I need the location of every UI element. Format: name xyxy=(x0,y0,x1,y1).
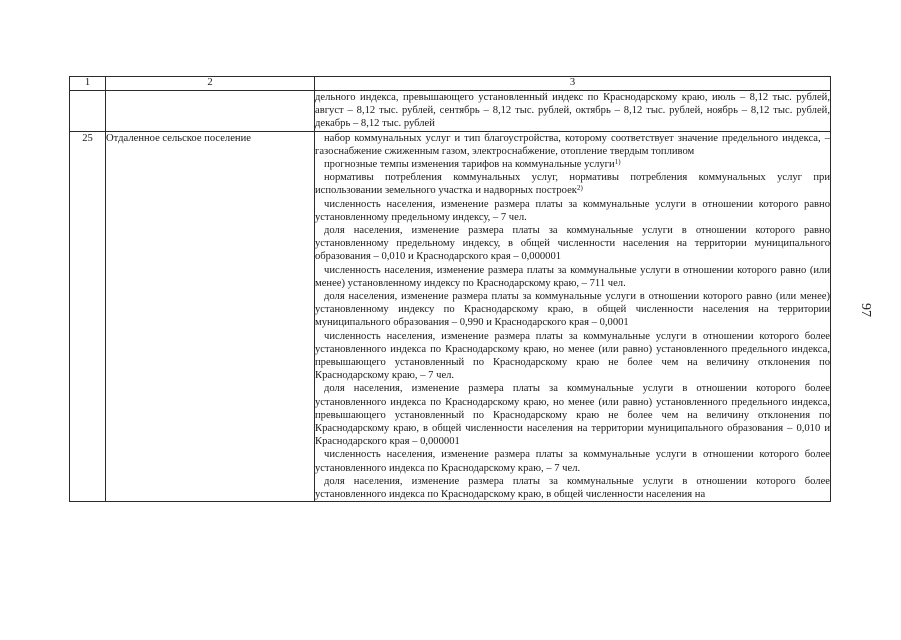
data-table xyxy=(69,76,831,502)
paragraph-population-equal-limit: численность населения, изменение размера платы за коммунальные услуги в отношении которого равно установленному предельному индексу, – 7 чел. xyxy=(315,198,830,223)
paragraph-share-below-index: доля населения, изменение размера платы за коммунальные услуги в отношении которого равно (или менее) установленному индексу по Краснодарскому краю, в общей численности населения на территории муниципального образования – 0,990 и Краснодарского края – 0,0001 xyxy=(315,291,830,329)
row-text-cell xyxy=(315,131,831,502)
paragraph-consumption-norms-text: нормативы потребления коммунальных услуг, нормативы потребления коммунальных услуг при использовании земельного участка и надворных построек xyxy=(315,172,830,197)
paragraph-tariff-rates xyxy=(315,158,830,171)
header-row xyxy=(70,77,831,91)
header-col-2: 2 xyxy=(106,77,315,91)
paragraph-population-below-index: численность населения, изменение размера платы за коммунальные услуги в отношении которого равно (или менее) установленному индексу по Краснодарскому краю, – 711 чел. xyxy=(315,264,830,289)
continuation-number-cell xyxy=(70,91,106,132)
paragraph-tariff-rates-text: прогнозные темпы изменения тарифов на коммунальные услуги xyxy=(324,159,615,171)
continuation-name-cell xyxy=(106,91,315,132)
row-number-cell: 25 xyxy=(70,131,106,502)
paragraph-share-within-deviation: доля населения, изменение размера платы за коммунальные услуги в отношении которого более установленного индекса по Краснодарскому краю, но менее (или равно) установленного предельного индекса, превышающего установленный по Краснодарскому краю не более чем на величину отклонения по Краснодарскому краю, в общей численности населения на территории муниципального образования – 0,010 и Краснодарского края – 0,000001 xyxy=(315,383,830,448)
paragraph-services-set: набор коммунальных услуг и тип благоустройства, которому соответствует значение предельного индекса, – газоснабжение сжиженным газом, электроснабжение, отопление твердым топливом xyxy=(315,132,830,157)
header-col-1: 1 xyxy=(70,77,106,91)
paragraph-share-above-index: доля населения, изменение размера платы за коммунальные услуги в отношении которого более установленного индекса по Краснодарскому краю, в общей численности населения на xyxy=(315,475,830,501)
settlement-name-cell: Отдаленное сельское поселение xyxy=(106,131,315,502)
paragraph-population-within-deviation: численность населения, изменение размера платы за коммунальные услуги в отношении которого более установленного индекса по Краснодарскому краю, но менее (или равно) установленного предельного индекса, превышающего установленный по Краснодарскому краю не более чем на величину отклонения по Краснодарскому краю, – 7 чел. xyxy=(315,330,830,382)
footnote-marker-1: 1) xyxy=(614,158,621,167)
paragraph-population-above-index: численность населения, изменение размера платы за коммунальные услуги в отношении которого более установленного индекса по Краснодарскому краю, – 7 чел. xyxy=(315,449,830,474)
page-number: 97 xyxy=(858,303,873,317)
footnote-marker-2: 2) xyxy=(576,184,583,193)
paragraph-consumption-norms xyxy=(315,171,830,197)
paragraph-share-equal-limit: доля населения, изменение размера платы за коммунальные услуги в отношении которого равно установленному предельному индексу, в общей численности населения на территории муниципального образования – 0,010 и Краснодарского края – 0,000001 xyxy=(315,225,830,263)
continuation-paragraph: дельного индекса, превышающего установленный индекс по Краснодарскому краю, июль – 8,12 тыс. рублей, август – 8,12 тыс. рублей, сентябрь – 8,12 тыс. рублей, октябрь – 8,12 тыс. рублей, ноябрь – 8,12 тыс. рублей, декабрь – 8,12 тыс. рублей xyxy=(315,92,830,130)
continuation-text-cell xyxy=(315,91,831,132)
table-row-continuation xyxy=(70,91,831,132)
table-row-25 xyxy=(70,131,831,502)
header-col-3: 3 xyxy=(315,77,831,91)
